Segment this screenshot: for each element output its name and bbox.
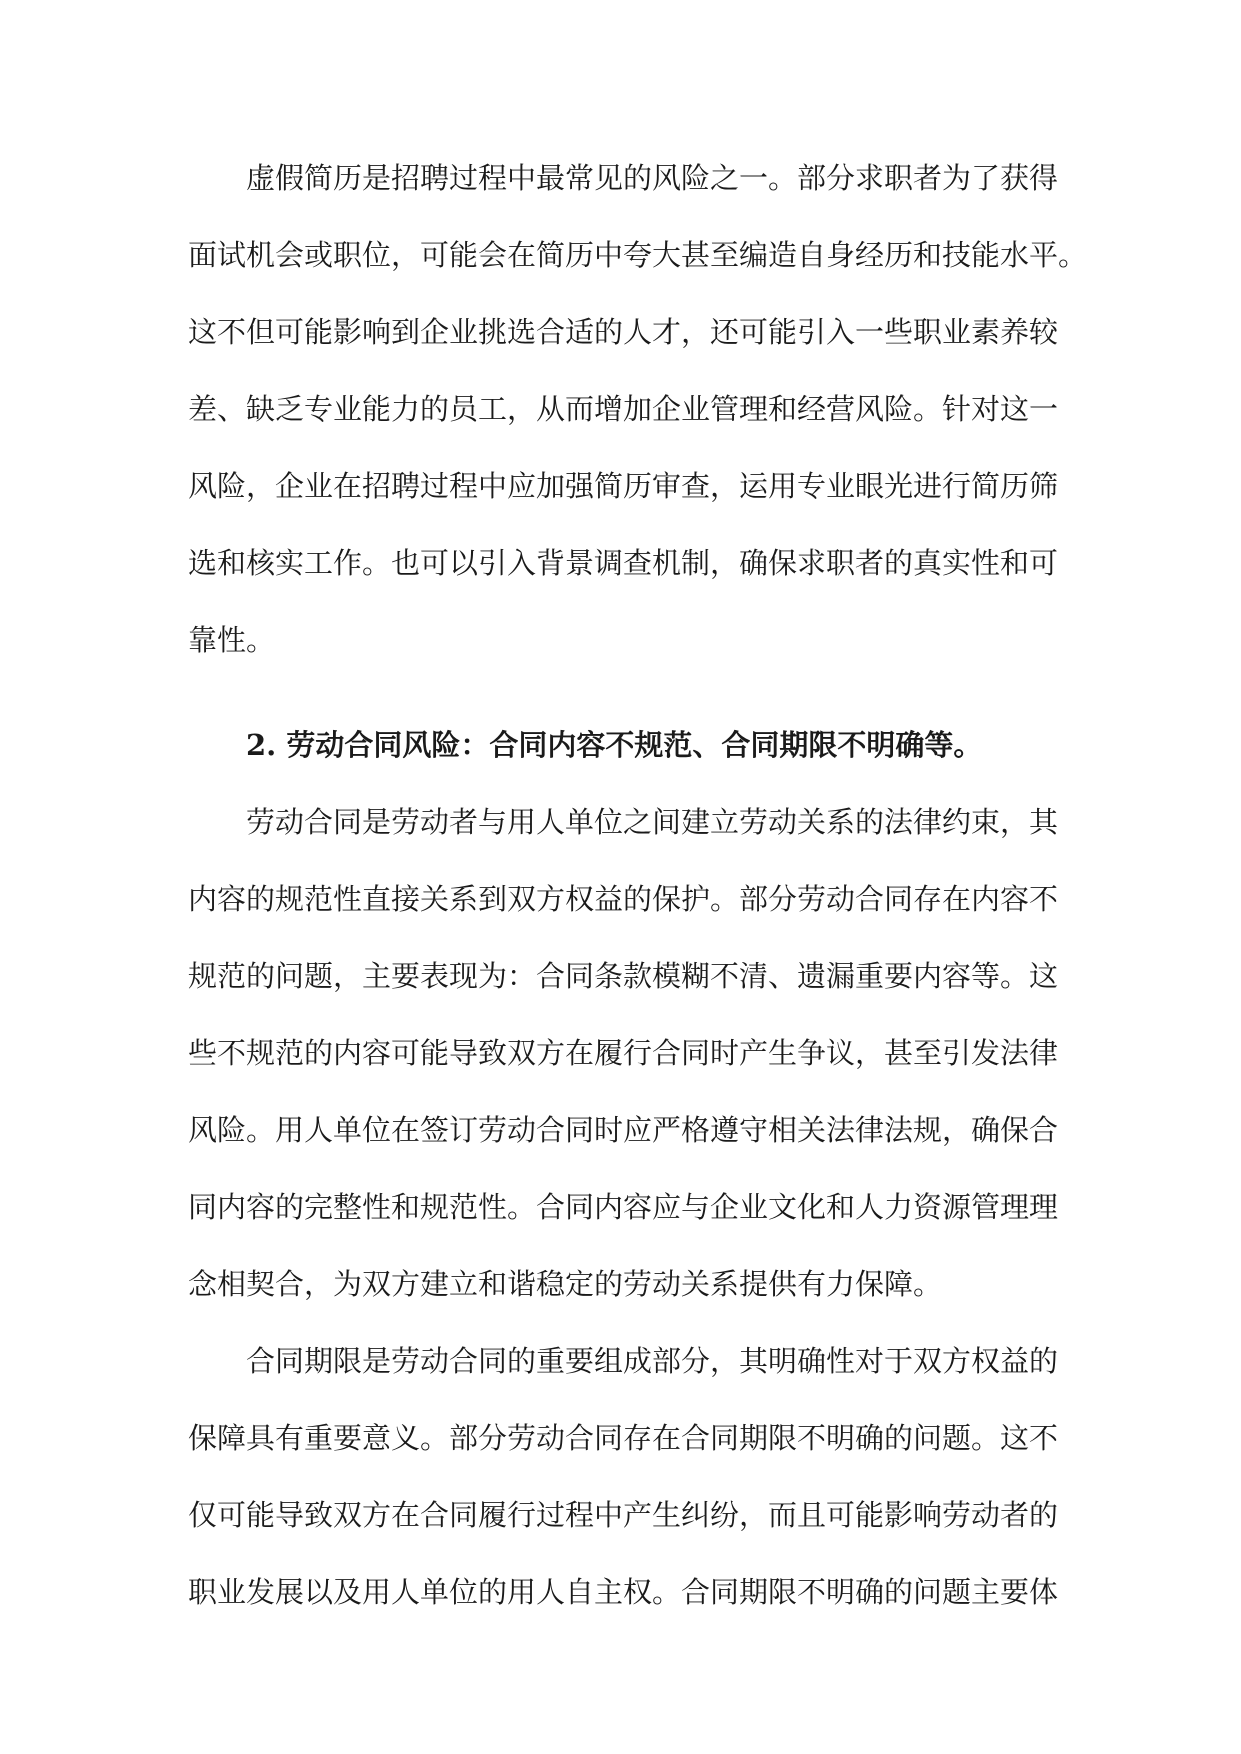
paragraph-line: 虚假简历是招聘过程中最常见的风险之一。部分求职者为了获得 [246,161,1059,195]
document-page [188,140,1088,1631]
paragraph-line: 职业发展以及用人单位的用人自主权。合同期限不明确的问题主要体 [188,1575,1059,1609]
paragraph-line: 内容的规范性直接关系到双方权益的保护。部分劳动合同存在内容不 [188,882,1059,916]
paragraph-line: 靠性。 [188,623,276,657]
paragraph-contract-content [188,784,1059,1323]
paragraph-fake-resume [188,140,1088,679]
paragraph-line: 仅可能导致双方在合同履行过程中产生纠纷，而且可能影响劳动者的 [188,1498,1059,1532]
paragraph-line: 保障具有重要意义。部分劳动合同存在合同期限不明确的问题。这不 [188,1421,1059,1455]
paragraph-line: 些不规范的内容可能导致双方在履行合同时产生争议，甚至引发法律 [188,1036,1059,1070]
paragraph-line: 风险，企业在招聘过程中应加强简历审查，运用专业眼光进行简历筛 [188,469,1059,503]
paragraph-line: 这不但可能影响到企业挑选合适的人才，还可能引入一些职业素养较 [188,315,1059,349]
paragraph-line: 合同期限是劳动合同的重要组成部分，其明确性对于双方权益的 [246,1344,1059,1378]
section-heading: 2. 劳动合同风险：合同内容不规范、合同期限不明确等。 [246,728,983,762]
paragraph-contract-term [188,1323,1059,1631]
paragraph-line: 念相契合，为双方建立和谐稳定的劳动关系提供有力保障。 [188,1267,943,1301]
section-gap [188,679,1056,707]
paragraph-line: 劳动合同是劳动者与用人单位之间建立劳动关系的法律约束，其 [246,805,1059,839]
paragraph-line: 风险。用人单位在签订劳动合同时应严格遵守相关法律法规，确保合 [188,1113,1059,1147]
paragraph-line: 规范的问题，主要表现为：合同条款模糊不清、遗漏重要内容等。这 [188,959,1059,993]
paragraph-line: 选和核实工作。也可以引入背景调查机制，确保求职者的真实性和可 [188,546,1059,580]
paragraph-line: 同内容的完整性和规范性。合同内容应与企业文化和人力资源管理理 [188,1190,1059,1224]
paragraph-line: 差、缺乏专业能力的员工，从而增加企业管理和经营风险。针对这一 [188,392,1059,426]
paragraph-line: 面试机会或职位，可能会在简历中夸大甚至编造自身经历和技能水平。 [188,238,1088,272]
